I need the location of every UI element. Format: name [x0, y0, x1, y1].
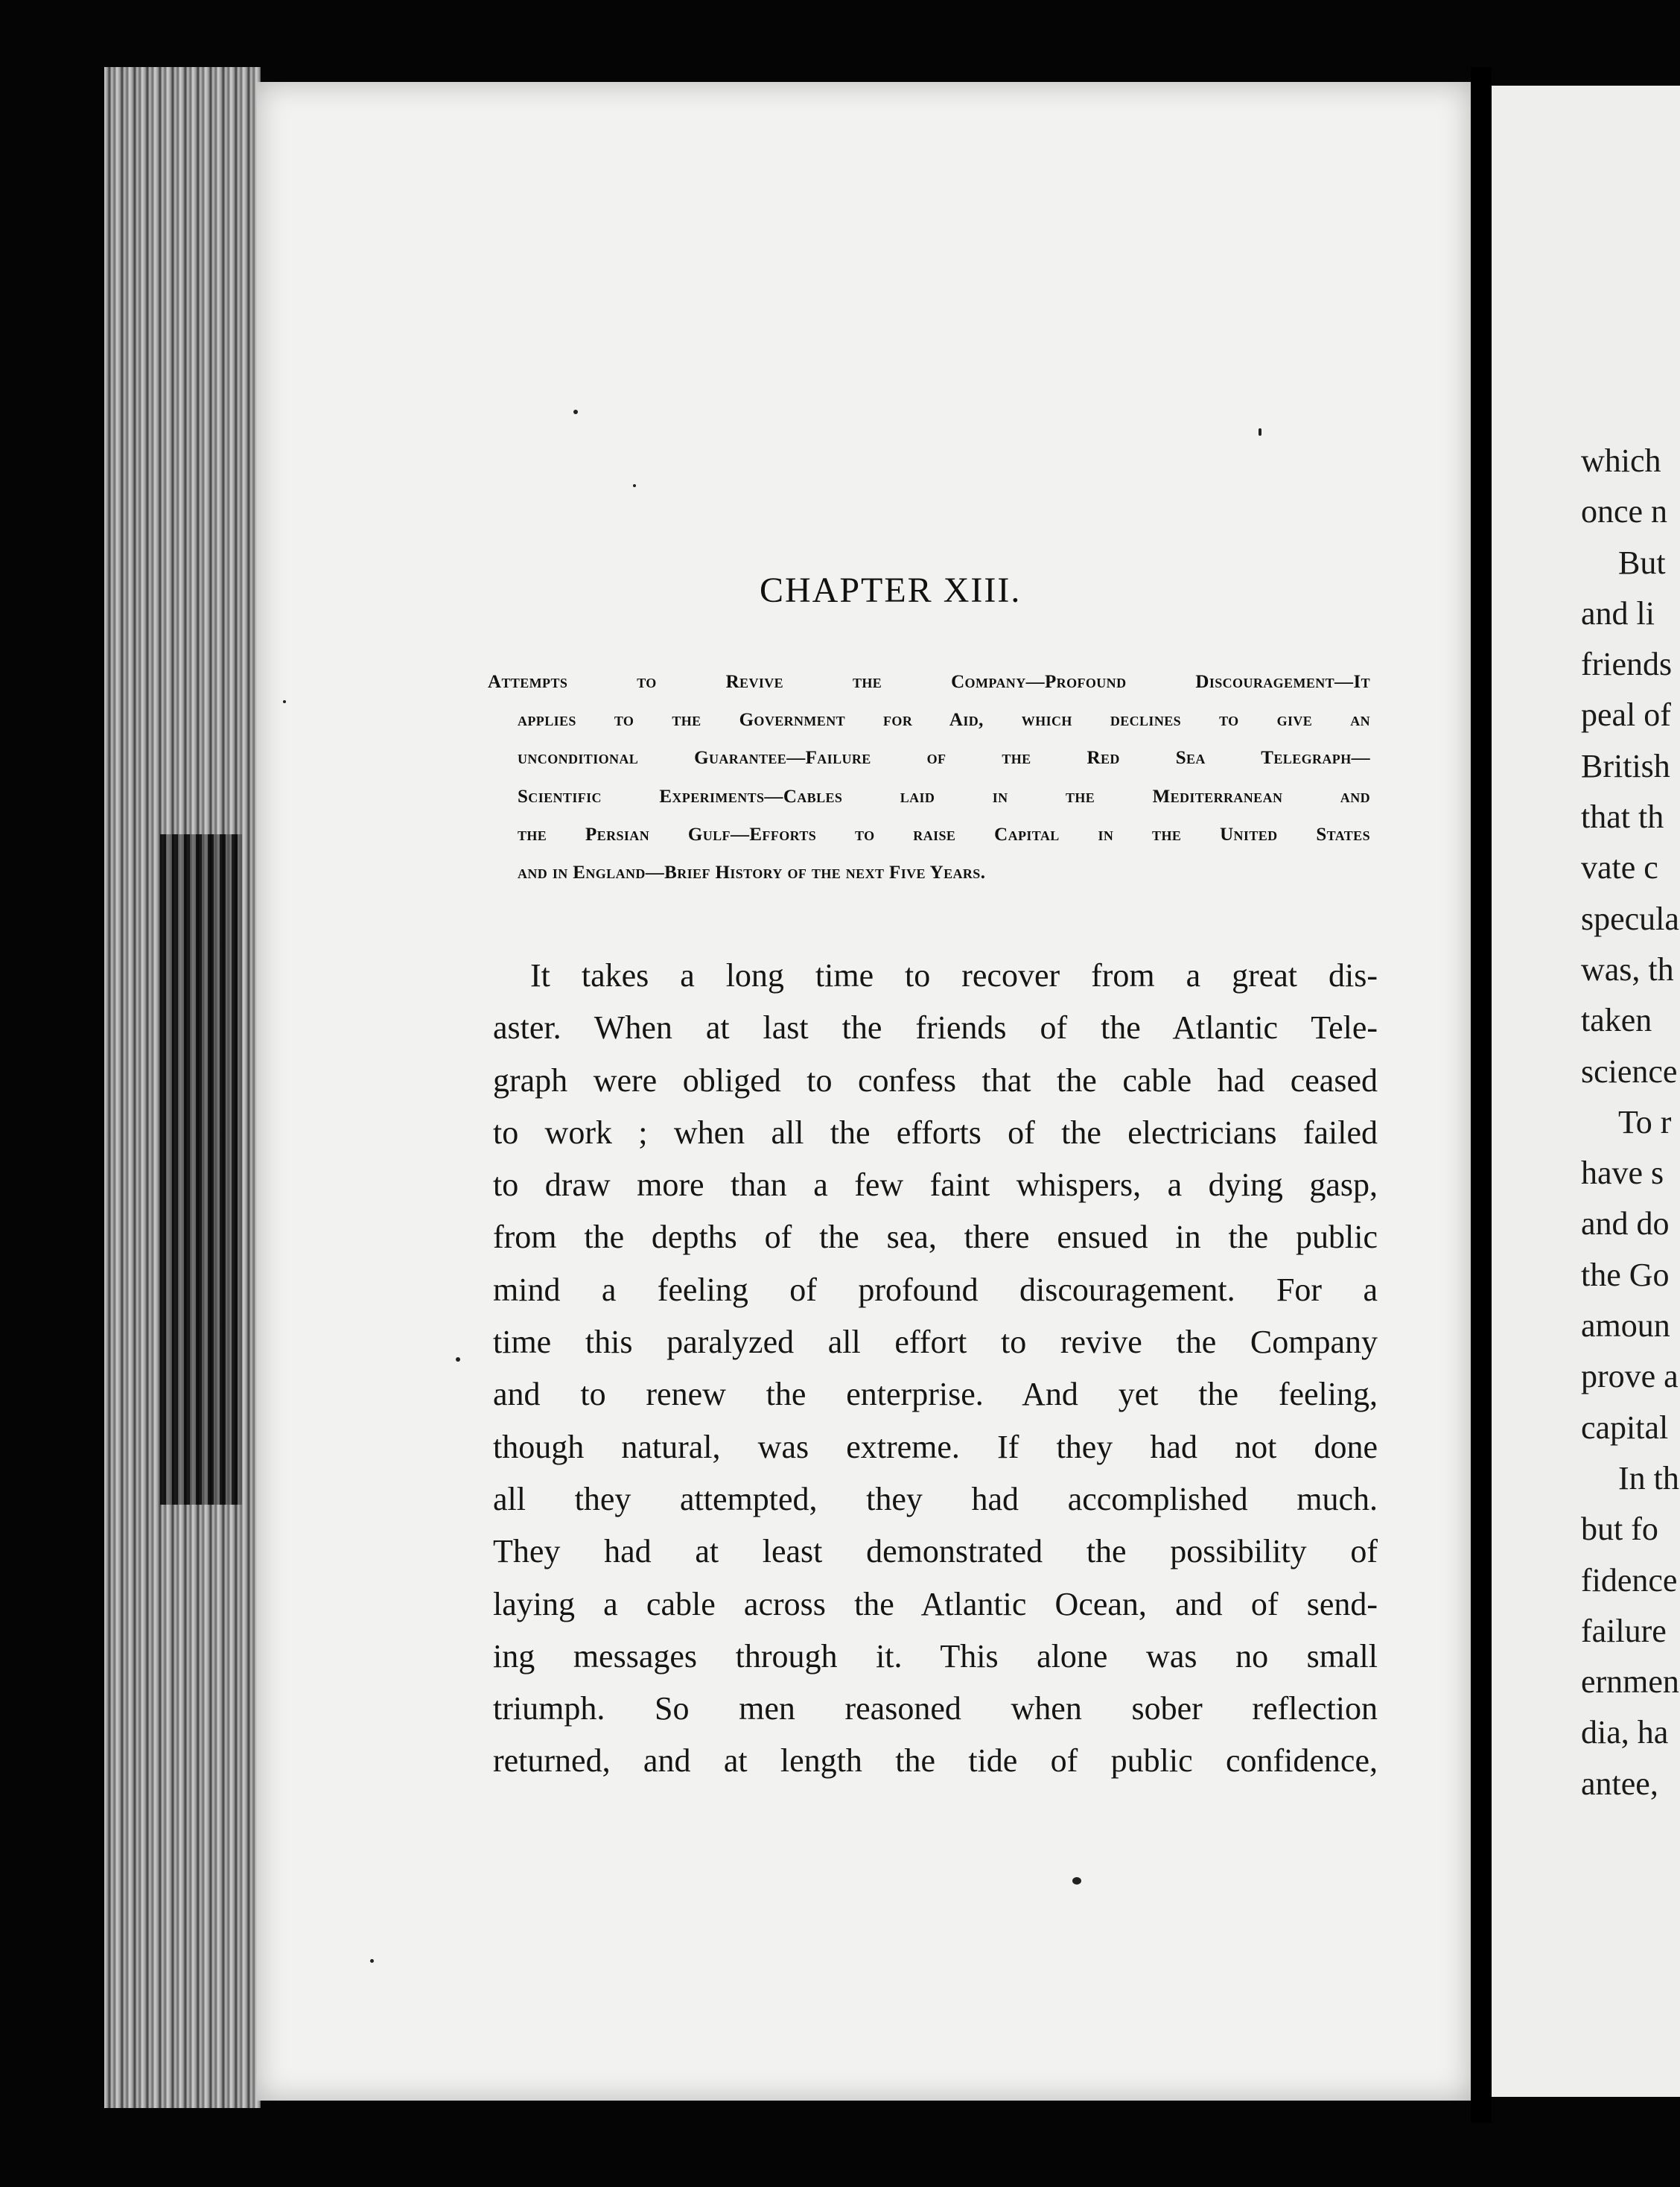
chapter-body-text: [493, 950, 1378, 1788]
body-line: laying a cable across the Atlantic Ocean, and of send-: [493, 1585, 1378, 1622]
right-line: which: [1581, 442, 1661, 479]
body-line: from the depths of the sea, there ensued in the public: [493, 1219, 1378, 1256]
right-line: dia, ha: [1581, 1714, 1669, 1751]
right-line: have s: [1581, 1155, 1664, 1192]
right-line: was, th: [1581, 950, 1674, 988]
body-line: returned, and at length the tide of public confidence,: [493, 1742, 1378, 1780]
body-line: ing messages through it. This alone was no small: [493, 1637, 1378, 1675]
right-line: that th: [1581, 799, 1664, 836]
right-line: antee,: [1581, 1765, 1658, 1802]
body-line: all they attempted, they had accomplished much.: [493, 1480, 1378, 1517]
page-edges-shadow: [160, 834, 242, 1505]
right-line: specula: [1581, 900, 1679, 937]
right-line: and do: [1581, 1205, 1670, 1242]
body-line: and to renew the enterprise. And yet the feeling,: [493, 1376, 1378, 1413]
right-line: British: [1581, 747, 1670, 784]
right-line: ernmen: [1581, 1663, 1679, 1701]
summary-line: Scientific Experiments—Cables laid in the Mediterranean and: [518, 786, 1370, 807]
right-line: once n: [1581, 493, 1668, 530]
body-line: though natural, was extreme. If they had not done: [493, 1428, 1378, 1465]
right-line: In th: [1618, 1459, 1679, 1496]
right-line: but fo: [1581, 1511, 1658, 1548]
body-line: to draw more than a few faint whispers, a dying gasp,: [493, 1166, 1378, 1204]
summary-line: applies to the Government for Aid, which declines to give an: [518, 710, 1370, 731]
right-page: [1492, 86, 1680, 2097]
right-line: peal of: [1581, 696, 1671, 734]
body-line: triumph. So men reasoned when sober reflection: [493, 1690, 1378, 1727]
right-line: the Go: [1581, 1256, 1670, 1293]
body-line: graph were obliged to confess that the cable had ceased: [493, 1061, 1378, 1099]
right-line: But: [1618, 544, 1666, 581]
right-page-text: [1581, 436, 1680, 1809]
right-line: To r: [1618, 1103, 1672, 1140]
chapter-title: CHAPTER XIII.: [760, 571, 1022, 610]
summary-line: and in England—Brief History of the next Five Years.: [518, 862, 986, 883]
summary-line: Attempts to Revive the Company—Profound Discouragement—It: [488, 672, 1370, 692]
body-line: to work ; when all the efforts of the electricians failed: [493, 1114, 1378, 1151]
right-line: amoun: [1581, 1307, 1670, 1345]
summary-line: unconditional Guarantee—Failure of the Red Sea Telegraph—: [518, 748, 1370, 769]
right-line: and li: [1581, 594, 1655, 632]
right-line: capital: [1581, 1409, 1669, 1446]
right-line: fidence: [1581, 1561, 1678, 1599]
body-line: aster. When at last the friends of the Atlantic Tele-: [493, 1009, 1378, 1047]
right-line: friends: [1581, 646, 1673, 683]
body-line: They had at least demonstrated the possibility of: [493, 1533, 1378, 1570]
body-line: mind a feeling of profound discouragement. For a: [493, 1271, 1378, 1308]
right-line: science: [1581, 1053, 1678, 1090]
book-gutter: [1471, 67, 1492, 2123]
right-line: vate c: [1581, 849, 1658, 886]
right-line: taken: [1581, 1002, 1652, 1039]
body-line: time this paralyzed all effort to revive the Company: [493, 1324, 1378, 1361]
chapter-summary: [488, 663, 1370, 892]
summary-line: the Persian Gulf—Efforts to raise Capital in the United States: [518, 824, 1370, 845]
right-line: prove a: [1581, 1358, 1679, 1395]
body-line: It takes a long time to recover from a great dis-: [530, 957, 1378, 994]
right-line: failure: [1581, 1612, 1667, 1649]
